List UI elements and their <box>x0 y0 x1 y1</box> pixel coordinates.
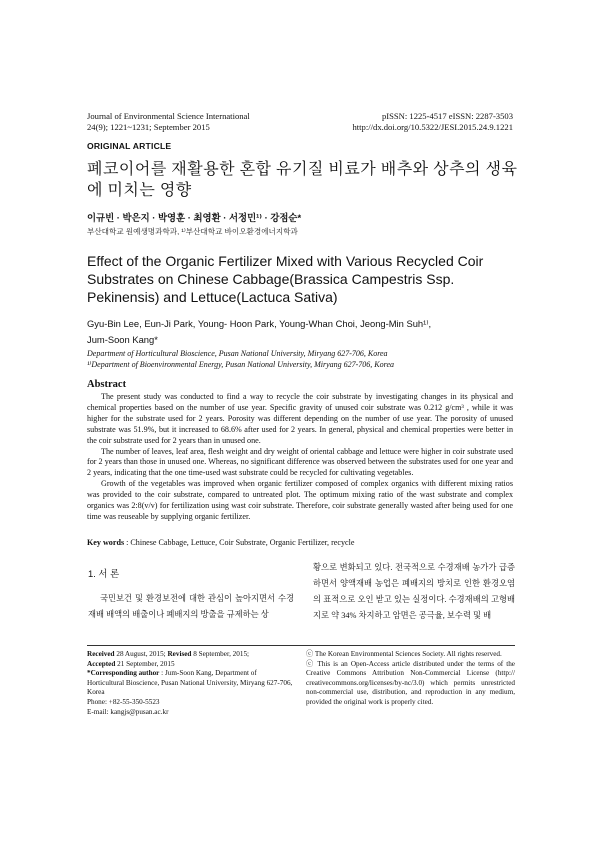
email[interactable]: E-mail: kangjs@pusan.ac.kr <box>87 707 169 716</box>
footer-article-info <box>87 650 293 717</box>
copyright-notice: ⓒ The Korean Environmental Sciences Society. All rights reserved. <box>306 650 502 658</box>
corresponding-author <box>87 669 293 698</box>
english-title: Effect of the Organic Fertilizer Mixed with Various Recycled Coir Substrates on Chinese Cabbage(Brassica Campestris Ssp. Pekinensis) and Lettuce(Lactuca Sativa) <box>87 253 484 305</box>
korean-affiliation: 부산대학교 원예생명과학과, ¹⁾부산대학교 바이오환경에너지학과 <box>87 227 298 236</box>
doi-link[interactable]: http://dx.doi.org/10.5322/JESI.2015.24.9.1221 <box>352 122 513 132</box>
received-label: Received <box>87 650 115 658</box>
affiliation-2: ¹⁾Department of Bioenvironmental Energy, Pusan National University, Miryang 627-706, Korea <box>87 360 394 369</box>
accepted-label: Accepted <box>87 659 116 668</box>
english-authors <box>87 316 527 348</box>
keywords <box>87 538 513 547</box>
article-type: ORIGINAL ARTICLE <box>87 141 172 151</box>
received-date: 28 August, 2015; <box>114 650 168 658</box>
abstract-paragraph-1: The present study was conducted to find a way to recycle the coir substrate by investigating changes in its physical and chemical properties based on the number of use year. Specific gravity of unused coir substrate was 0.212 g/cm³ , while it was higher for the substrate used for 2 years. Porosity was different depending on the number of use year. The porosity of unused substrate was 51.9%, but it increased to 68.6% after used for 2 years. In general, physical and chemical properties were better in the coir substrate used for 2 years than in unused one. <box>87 392 513 445</box>
dates-line <box>87 650 293 660</box>
abstract-paragraph-2: The number of leaves, leaf area, flesh weight and dry weight of oriental cabbage and lettuce were higher in coir substrate used for 2 years than those in unused one. Whereas, no significant difference was observed between the substrates used for one year and 2 years, indicating that the one time-used wast substrate could be recycled for cultivating vegetables. <box>87 446 513 478</box>
affiliation-1: Department of Horticultural Bioscience, Pusan National University, Miryang 627-706, Korea <box>87 349 388 358</box>
accepted-line <box>87 660 293 670</box>
keywords-label: Key words <box>87 538 125 547</box>
corresponding-text: : Jum-Soon Kang, Department of Horticultural Bioscience, Pusan National University, Miryang 627-706, Korea <box>87 669 293 697</box>
accepted-date: 21 September, 2015 <box>115 659 175 668</box>
korean-title: 폐코이어를 재활용한 혼합 유기질 비료가 배추와 상추의 생육에 미치는 영향 <box>87 161 518 199</box>
abstract-paragraph-3: Growth of the vegetables was improved when organic fertilizer composed of complex organics with different mixing ratios was provided to the coir substrate, compared to untreated plot. The optimum mixing ratio of the wast substrate and complex organics was 2:8(v/v) for fertilization using wast coir substrate. Therefore, coir substrate generally wasted after being used for one time was reuseable by supplying organic fertilizer. <box>87 479 513 521</box>
english-authors-line2: Jum-Soon Kang* <box>87 334 158 345</box>
abstract-body <box>87 392 513 523</box>
intro-left-column: 국민보건 및 환경보전에 대한 관심이 높아지면서 수경재배 배액의 배출이나 폐배지의 방출을 규제하는 상 <box>88 594 294 619</box>
journal-header-left <box>87 111 250 133</box>
korean-authors: 이규빈 · 박은지 · 박영훈 · 최영환 · 서정민¹⁾ · 강점순* <box>87 212 302 223</box>
footer-copyright <box>306 650 515 708</box>
footer-divider <box>87 645 515 646</box>
phone: Phone: +82-55-350-5523 <box>87 697 160 706</box>
abstract-heading: Abstract <box>87 379 127 390</box>
journal-issue: 24(9); 1221~1231; September 2015 <box>87 122 210 132</box>
revised-date: 8 September, 2015; <box>191 650 250 658</box>
journal-name: Journal of Environmental Science International <box>87 111 250 121</box>
keywords-text: : Chinese Cabbage, Lettuce, Coir Substrate, Organic Fertilizer, recycle <box>124 538 355 547</box>
section-heading-introduction: 1. 서 론 <box>88 568 120 579</box>
issn: pISSN: 1225-4517 eISSN: 2287-3503 <box>381 111 513 121</box>
english-authors-line1: Gyu-Bin Lee, Eun-Ji Park, Young- Hoon Park, Young-Whan Choi, Jeong-Min Suh¹⁾, <box>87 318 432 329</box>
revised-label: Revised <box>167 650 192 658</box>
license-notice: ⓒ This is an Open-Access article distributed under the terms of the Creative Commons Attribution Non-Commercial License (http:// creativecommons.org/licenses/by-nc/3.0) which permits unrestricted non-commercial use, distribution, and reproduction in any medium, provided the original work is properly cited. <box>306 659 515 706</box>
english-affiliations <box>87 348 527 370</box>
corresponding-label: *Corresponding author <box>87 669 160 678</box>
intro-right-column: 황으로 변화되고 있다. 전국적으로 수경재배 농가가 급증하면서 양액재배 농업은 폐배지의 방치로 인한 환경오염의 표적으로 오인 받고 있는 실정이다. 수경재배의 고형배지로 약 34% 차지하고 암면은 공극율, 보수력 및 배 <box>313 563 515 620</box>
journal-header-right <box>352 111 513 133</box>
